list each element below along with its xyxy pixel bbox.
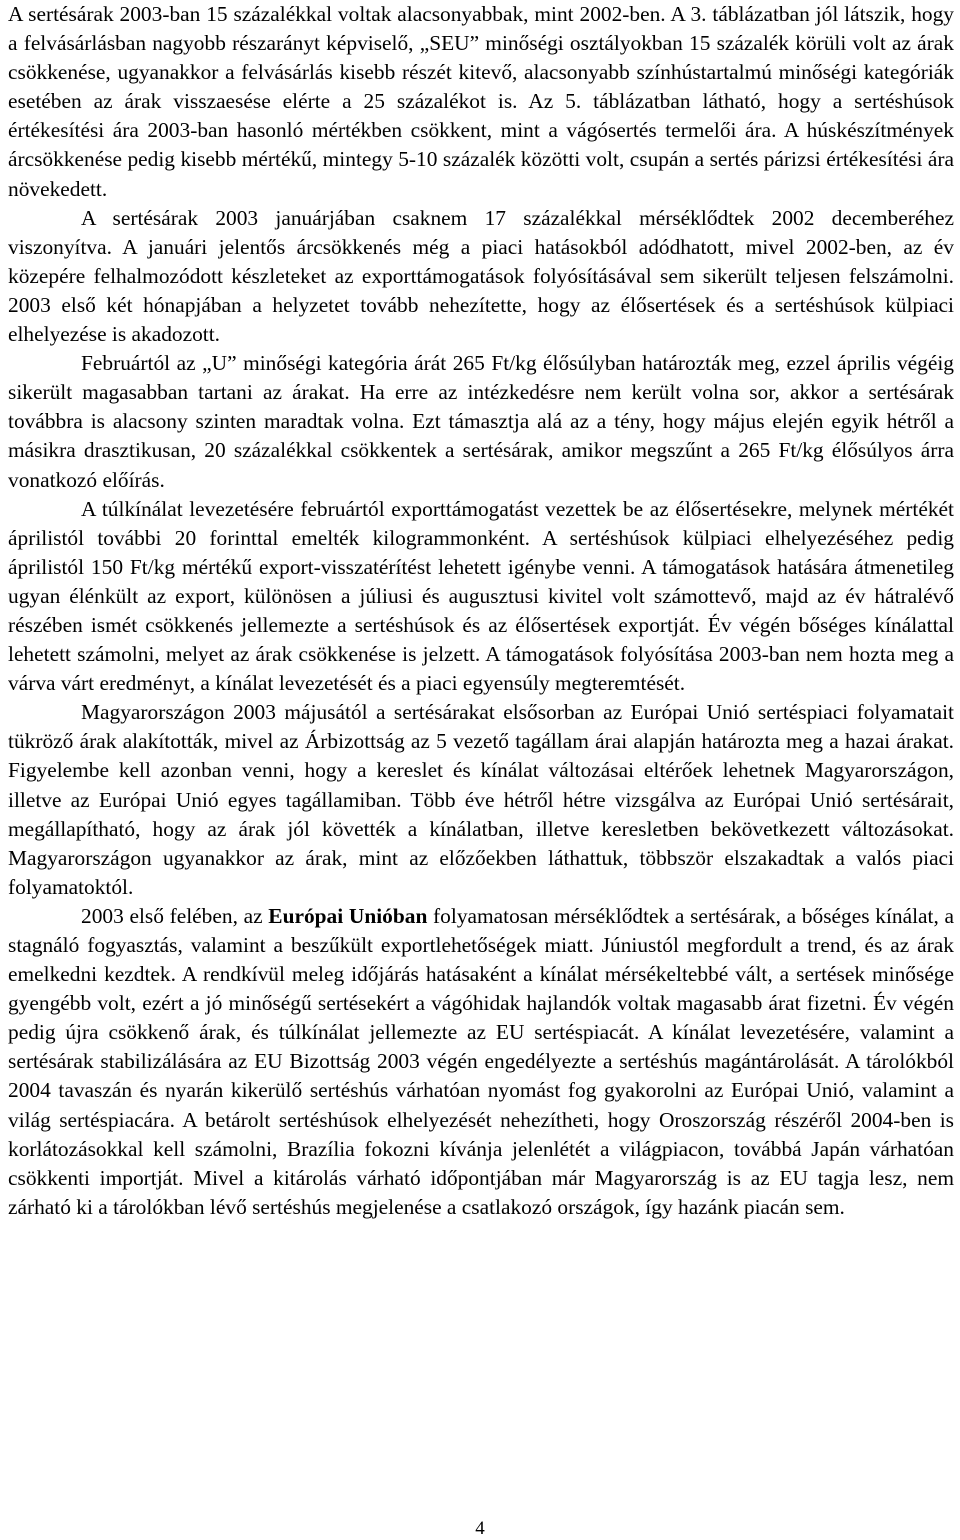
paragraph-4-text: A túlkínálat levezetésére februártól exporttámogatást vezettek be az élősertésekre, melynek mértékét áprilistól további 20 forinttal emelték kilogrammonként. A sertéshúsok külpiaci elhelyezéséhez pedig áprilistól 150 Ft/kg mértékű export-visszatérítést lehetett igénybe venni. A támogatások hatására átmenetileg ugyan élénkült az export, különösen a júliusi és augusztusi kivitel volt számottevő, majd az év hátralévő részében ismét csökkenés jellemezte a sertéshúsok és az élősertések exportját. Év végén bőséges kínálattal lehetett számolni, melyet az árak csökkenése is jelzett. A támogatások folyósítása 2003-ban nem hozta meg a várva várt eredményt, a kínálat levezetését és a piaci egyensúly megteremtését. (8, 496, 954, 696)
paragraph-6-text-rest: folyamatosan mérséklődtek a sertésárak, a bőséges kínálat, a stagnáló fogyasztás, valamint a beszűkült exportlehetőségek miatt. Júniustól megfordult a trend, és az árak emelkedni kezdtek. A rendkívül meleg időjárás hatásaként a kínálat mérsékeltebbé vált, a sertések minősége gyengébb volt, ezért a jó minőségű sertésekért a vágóhidak hajlandók voltak magasabb árat fizetni. Év végén pedig újra csökkenő árak, és túlkínálat jellemezte az EU sertéspiacát. A kínálat levezetésére, valamint a sertésárak stabilizálására az EU Bizottság 2003 végén engedélyezte a sertéshús magántárolását. A tárolókból 2004 tavaszán és nyarán kikerülő sertéshús várhatóan nyomást fog gyakorolni az Európai Unió, valamint a világ sertéspiacára. A betárolt sertéshúsok elhelyezését nehezítheti, hogy Oroszország részéről 2004-ben is korlátozásokkal kell számolni, Brazília fokozni kívánja jelenlétét a világpiacon, továbbá Japán várhatóan csökkenti importját. Mivel a kitárolás várható időpontjában már Magyarország is az EU tagja lesz, nem zárható ki a tárolókban lévő sertéshús megjelenése a csatlakozó országok, így hazánk piacán sem. (8, 903, 955, 1219)
document-page (8, 0, 954, 1222)
paragraph-3 (8, 349, 954, 494)
paragraph-1-text: A sertésárak 2003-ban 15 százalékkal voltak alacsonyabbak, mint 2002-ben. A 3. táblázatban jól látszik, hogy a felvásárlásban nagyobb részarányt képviselő, „SEU” minőségi osztályokban 15 százalék körüli volt az árak csökkenése, ugyanakkor a felvásárlás kisebb részét kitevő, alacsonyabb színhústartalmú minőségi kategóriák esetében az árak visszaesése elérte a 25 százalékot is. Az 5. táblázatban látható, hogy a sertéshúsok értékesítési ára 2003-ban hasonló mértékben csökkent, mint a vágósertés termelői ára. A húskészítmények árcsökkenése pedig kisebb mértékű, mintegy 5-10 százalék közötti volt, csupán a sertés párizsi értékesítési ára növekedett. (8, 2, 954, 201)
paragraph-3-text: Februártól az „U” minőségi kategória árát 265 Ft/kg élősúlyban határozták meg, ezzel április végéig sikerült magasabban tartani az árakat. Ha erre az intézkedésre nem került volna sor, akkor a sertésárak továbbra is alacsony szinten maradtak volna. Ezt támasztja alá az a tény, hogy május elején egyik hétről a másikra drasztikusan, 20 százalékkal csökkentek a sertésárak, amikor megszűnt a 265 Ft/kg élősúlyos árra vonatkozó előírás. (8, 351, 954, 492)
paragraph-5-text: Magyarországon 2003 májusától a sertésárakat elsősorban az Európai Unió sertéspiaci folyamatait tükröző árak alakították, mivel az Árbizottság az 5 vezető tagállam árai alapján határozta meg a hazai árakat. Figyelembe kell azonban venni, hogy a kereslet és kínálat változásai eltérőek lehetnek Magyarországon, illetve az Európai Unió egyes tagállamiban. Több éve hétről hétre vizsgálva az Európai Unió sertésárait, megállapítható, hogy az árak jól követték a kínálatban, illetve keresletben bekövetkezett változásokat. Magyarországon ugyanakkor az árak, mint az előzőekben láthattuk, többször elszakadtak a valós piaci folyamatoktól. (8, 700, 954, 899)
paragraph-1 (8, 0, 954, 204)
paragraph-6-text-start: 2003 első felében, az (81, 903, 269, 928)
paragraph-6-bold-term: Európai Unióban (268, 903, 428, 928)
paragraph-5 (8, 698, 954, 902)
page-number: 4 (475, 1518, 485, 1539)
paragraph-2-text: A sertésárak 2003 januárjában csaknem 17 százalékkal mérséklődtek 2002 decemberéhez viszonyítva. A januári jelentős árcsökkenés még a piaci hatásokból adódhatott, mivel 2002-ben, az év közepére felhalmozódott készleteket az exporttámogatások folyósításával sem sikerült teljesen felszámolni. 2003 első két hónapjában a helyzetet tovább nehezítette, hogy az élősertések és a sertéshúsok külpiaci elhelyezése is akadozott. (8, 205, 954, 347)
paragraph-2 (8, 204, 954, 349)
paragraph-4 (8, 495, 954, 699)
paragraph-6 (8, 902, 954, 1222)
